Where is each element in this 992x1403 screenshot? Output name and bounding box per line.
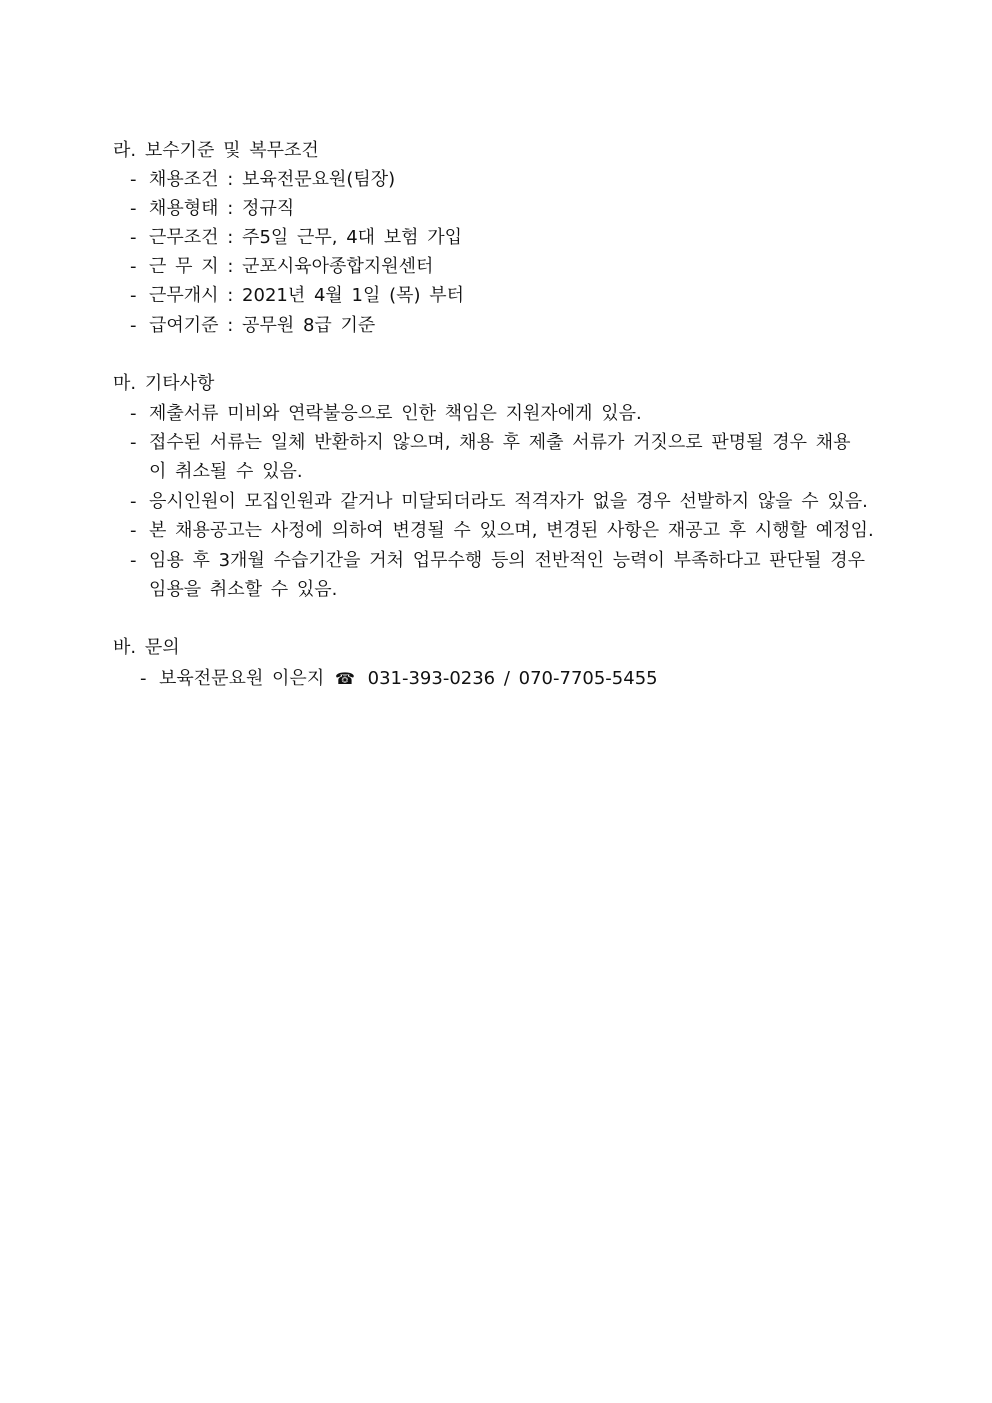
contact-phone-numbers: 031-393-0236 / 070-7705-5455: [367, 668, 658, 689]
list-item-text-line2: 임용을 취소할 수 있음.: [149, 579, 338, 600]
list-item: [130, 223, 900, 252]
list-item-text: 근무조건 : 주5일 근무, 4대 보험 가입: [149, 227, 463, 248]
list-item-text: 채용형태 : 정규직: [149, 198, 295, 219]
list-item: [130, 487, 900, 516]
list-item: [130, 399, 900, 428]
list-item-text: 근 무 지 : 군포시육아종합지원센터: [149, 256, 434, 277]
list-dash: -: [130, 520, 137, 541]
list-item-text-line1: 임용 후 3개월 수습기간을 거처 업무수행 등의 전반적인 능력이 부족하다고 판단될 경우: [149, 550, 865, 571]
contact-text: [159, 664, 910, 693]
list-item: [130, 546, 900, 604]
list-item: [130, 311, 900, 340]
list-item: [130, 516, 900, 545]
list-item: [130, 281, 900, 310]
list-item-text: 응시인원이 모집인원과 같거나 미달되더라도 적격자가 없을 경우 선발하지 않을 수 있음.: [149, 491, 868, 512]
list-item-text: 급여기준 : 공무원 8급 기준: [149, 315, 376, 336]
section-heading-ra: 라. 보수기준 및 복무조건: [113, 140, 319, 161]
contact-line: [140, 664, 910, 693]
list-item-text: 제출서류 미비와 연락불응으로 인한 책임은 지원자에게 있음.: [149, 403, 642, 424]
list-dash: -: [130, 550, 137, 571]
section-heading-ba: 바. 문의: [113, 637, 180, 658]
list-dash: -: [140, 668, 147, 689]
list-item-text: 채용조건 : 보육전문요원(팀장): [149, 169, 396, 190]
list-item: [130, 194, 900, 223]
list-dash: -: [130, 432, 137, 453]
section-heading-ma: 마. 기타사항: [113, 373, 215, 394]
list-dash: -: [130, 285, 137, 306]
list-dash: -: [130, 198, 137, 219]
list-item-text-line1: 접수된 서류는 일체 반환하지 않으며, 채용 후 제출 서류가 거짓으로 판명될 경우 채용: [149, 432, 851, 453]
list-item-text-line2: 이 취소될 수 있음.: [149, 461, 303, 482]
list-dash: -: [130, 491, 137, 512]
list-item-text: 근무개시 : 2021년 4월 1일 (목) 부터: [149, 285, 465, 306]
list-dash: -: [130, 403, 137, 424]
list-dash: -: [130, 169, 137, 190]
list-item: [130, 428, 900, 486]
list-dash: -: [130, 315, 137, 336]
list-item: [130, 252, 900, 281]
contact-name: 보육전문요원 이은지: [159, 668, 325, 689]
telephone-icon: ☎: [334, 669, 355, 688]
list-item: [130, 165, 900, 194]
list-dash: -: [130, 227, 137, 248]
list-item-text: 본 채용공고는 사정에 의하여 변경될 수 있으며, 변경된 사항은 재공고 후 시행할 예정임.: [149, 520, 874, 541]
list-dash: -: [130, 256, 137, 277]
